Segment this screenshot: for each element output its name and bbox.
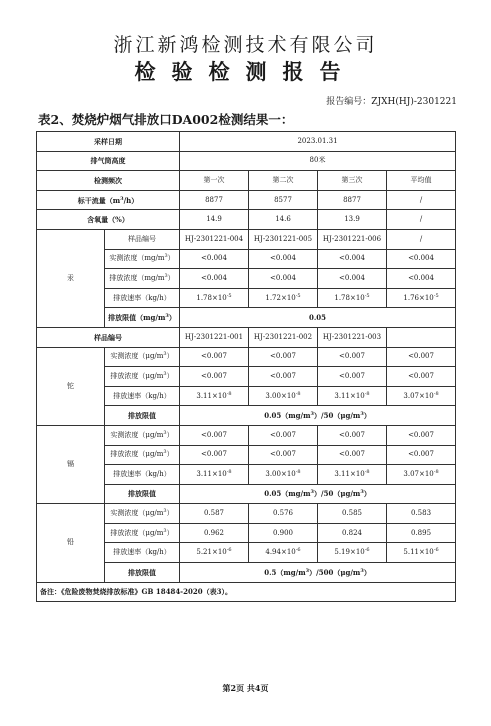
table-row: [37, 327, 456, 347]
table-row: [37, 151, 456, 171]
thallium-emis-conc-avg: <0.007: [387, 367, 456, 387]
oxygen-2: 14.6: [249, 210, 318, 230]
lead-rate-label: 排放速率（kg/h）: [105, 543, 180, 563]
lead-conc-1: 0.587: [180, 504, 249, 524]
flow-3: 8877: [318, 190, 387, 210]
mercury-limit-label: 排放限值$(mg/m^3)$: [105, 308, 180, 328]
average-label: 平均值: [387, 171, 456, 191]
lead-rate-1: $5.21\times 10^{-6}$: [180, 543, 249, 563]
lead-name: 铅: [37, 504, 105, 582]
mercury-rate-2: $1.72\times 10^{-5}$: [249, 288, 318, 308]
cadmium-name: 镉: [37, 425, 105, 503]
cadmium-rate-label: 排放速率（kg/h）: [105, 465, 180, 485]
lead-rate-avg: $5.11\times 10^{-6}$: [387, 543, 456, 563]
lead-limit: $0.5(mg/m^3)/500(\mu g/m^3)$: [180, 563, 456, 583]
sampling-date: 2023.01.31: [180, 132, 456, 152]
table-row: [37, 132, 456, 152]
thallium-rate-1: $3.11\times 10^{-8}$: [180, 386, 249, 406]
cadmium-rate-avg: $3.07\times 10^{-8}$: [387, 465, 456, 485]
mercury-rate-avg: $1.76\times 10^{-5}$: [387, 288, 456, 308]
thallium-name: 铊: [37, 347, 105, 425]
report-title: 检验检测报告: [134, 59, 357, 84]
cadmium-rate-1: $3.11\times 10^{-8}$: [180, 465, 249, 485]
sample-row-label: 样品编号: [37, 327, 180, 347]
cadmium-emis-conc-3: <0.007: [318, 445, 387, 465]
oxygen-label: 含氧量（%）: [37, 210, 180, 230]
cadmium-limit-label: 排放限值: [105, 484, 180, 504]
mercury-name: 汞: [37, 229, 105, 327]
mercury-conc-avg: <0.004: [387, 249, 456, 269]
flow-avg: /: [387, 190, 456, 210]
cadmium-rate-3: $3.11\times 10^{-8}$: [318, 465, 387, 485]
flow-1: 8877: [180, 190, 249, 210]
mercury-rate-label: 排放速率（kg/h）: [105, 288, 180, 308]
cadmium-conc-3: <0.007: [318, 425, 387, 445]
mercury-emis-conc-2: <0.004: [249, 269, 318, 289]
cadmium-conc-2: <0.007: [249, 425, 318, 445]
mercury-rate-3: $1.78\times 10^{-5}$: [318, 288, 387, 308]
lead-conc-3: 0.585: [318, 504, 387, 524]
table-row: [37, 229, 456, 249]
thallium-emis-conc-3: <0.007: [318, 367, 387, 387]
table-row: [37, 425, 456, 445]
cadmium-limit: $0.05(mg/m^3)/50(\mu g/m^3)$: [180, 484, 456, 504]
cadmium-emis-conc-avg: <0.007: [387, 445, 456, 465]
mercury-sample-2: HJ-2301221-005: [249, 229, 318, 249]
lead-emis-conc-3: 0.824: [318, 523, 387, 543]
cadmium-emis-conc-label: 排放浓度$(\mu g/m^3)$: [105, 445, 180, 465]
oxygen-1: 14.9: [180, 210, 249, 230]
sample-2: HJ-2301221-002: [249, 327, 318, 347]
thallium-conc-1: <0.007: [180, 347, 249, 367]
frequency-label: 检测频次: [37, 171, 180, 191]
table-row: [37, 190, 456, 210]
thallium-rate-avg: $3.07\times 10^{-8}$: [387, 386, 456, 406]
table-row: [37, 504, 456, 524]
mercury-emis-conc-1: <0.004: [180, 269, 249, 289]
mercury-conc-3: <0.004: [318, 249, 387, 269]
run-1: 第一次: [180, 171, 249, 191]
mercury-sample-avg: /: [387, 229, 456, 249]
mercury-sample-label: 样品编号: [105, 229, 180, 249]
sampling-date-label: 采样日期: [37, 132, 180, 152]
results-table: [36, 131, 456, 602]
lead-rate-3: $5.19\times 10^{-6}$: [318, 543, 387, 563]
run-2: 第二次: [249, 171, 318, 191]
table-note: 备注：《危险废物焚烧排放标准》GB 18484-2020（表3）。: [37, 582, 456, 602]
thallium-emis-conc-1: <0.007: [180, 367, 249, 387]
mercury-conc-2: <0.004: [249, 249, 318, 269]
thallium-limit: $0.05(mg/m^3)/50(\mu g/m^3)$: [180, 406, 456, 426]
sample-empty: [387, 327, 456, 347]
mercury-sample-3: HJ-2301221-006: [318, 229, 387, 249]
lead-emis-conc-2: 0.900: [249, 523, 318, 543]
stack-height-label: 排气筒高度: [37, 151, 180, 171]
cadmium-emis-conc-2: <0.007: [249, 445, 318, 465]
table-row: [37, 210, 456, 230]
oxygen-avg: /: [387, 210, 456, 230]
thallium-conc-label: 实测浓度$(\mu g/m^3)$: [105, 347, 180, 367]
sample-3: HJ-2301221-003: [318, 327, 387, 347]
lead-limit-label: 排放限值: [105, 563, 180, 583]
thallium-emis-conc-label: 排放浓度$(\mu g/m^3)$: [105, 367, 180, 387]
thallium-emis-conc-2: <0.007: [249, 367, 318, 387]
table-row: [37, 347, 456, 367]
thallium-rate-3: $3.11\times 10^{-8}$: [318, 386, 387, 406]
page-footer: 第2页 共4页: [222, 683, 269, 693]
stack-height: 80米: [180, 151, 456, 171]
cadmium-conc-1: <0.007: [180, 425, 249, 445]
lead-emis-conc-avg: 0.895: [387, 523, 456, 543]
mercury-conc-1: <0.004: [180, 249, 249, 269]
table-title: 表2、焚烧炉烟气排放口DA002检测结果一：: [38, 112, 294, 127]
sample-1: HJ-2301221-001: [180, 327, 249, 347]
mercury-conc-label: 实测浓度$(mg/m^3)$: [105, 249, 180, 269]
lead-rate-2: $4.94\times 10^{-6}$: [249, 543, 318, 563]
mercury-rate-1: $1.78\times 10^{-5}$: [180, 288, 249, 308]
lead-emis-conc-label: 排放浓度$(\mu g/m^3)$: [105, 523, 180, 543]
table-row: [37, 171, 456, 191]
report-number: 报告编号：ZJXH(HJ)-2301221: [326, 97, 457, 107]
mercury-sample-1: HJ-2301221-004: [180, 229, 249, 249]
company-name: 浙江新鸿检测技术有限公司: [113, 34, 378, 56]
thallium-conc-2: <0.007: [249, 347, 318, 367]
run-3: 第三次: [318, 171, 387, 191]
mercury-emis-conc-3: <0.004: [318, 269, 387, 289]
thallium-limit-label: 排放限值: [105, 406, 180, 426]
table-row: [37, 582, 456, 602]
cadmium-rate-2: $3.00\times 10^{-8}$: [249, 465, 318, 485]
thallium-conc-avg: <0.007: [387, 347, 456, 367]
flow-label: 标干流量$(m^3/h)$: [37, 190, 180, 210]
thallium-rate-2: $3.00\times 10^{-8}$: [249, 386, 318, 406]
thallium-rate-label: 排放速率（kg/h）: [105, 386, 180, 406]
lead-emis-conc-1: 0.962: [180, 523, 249, 543]
cadmium-conc-avg: <0.007: [387, 425, 456, 445]
cadmium-emis-conc-1: <0.007: [180, 445, 249, 465]
flow-2: 8577: [249, 190, 318, 210]
thallium-conc-3: <0.007: [318, 347, 387, 367]
lead-conc-label: 实测浓度$(\mu g/m^3)$: [105, 504, 180, 524]
mercury-emis-conc-avg: <0.004: [387, 269, 456, 289]
mercury-limit: 0.05: [180, 308, 456, 328]
lead-conc-avg: 0.583: [387, 504, 456, 524]
lead-conc-2: 0.576: [249, 504, 318, 524]
cadmium-conc-label: 实测浓度$(\mu g/m^3)$: [105, 425, 180, 445]
mercury-emis-conc-label: 排放浓度$(mg/m^3)$: [105, 269, 180, 289]
oxygen-3: 13.9: [318, 210, 387, 230]
